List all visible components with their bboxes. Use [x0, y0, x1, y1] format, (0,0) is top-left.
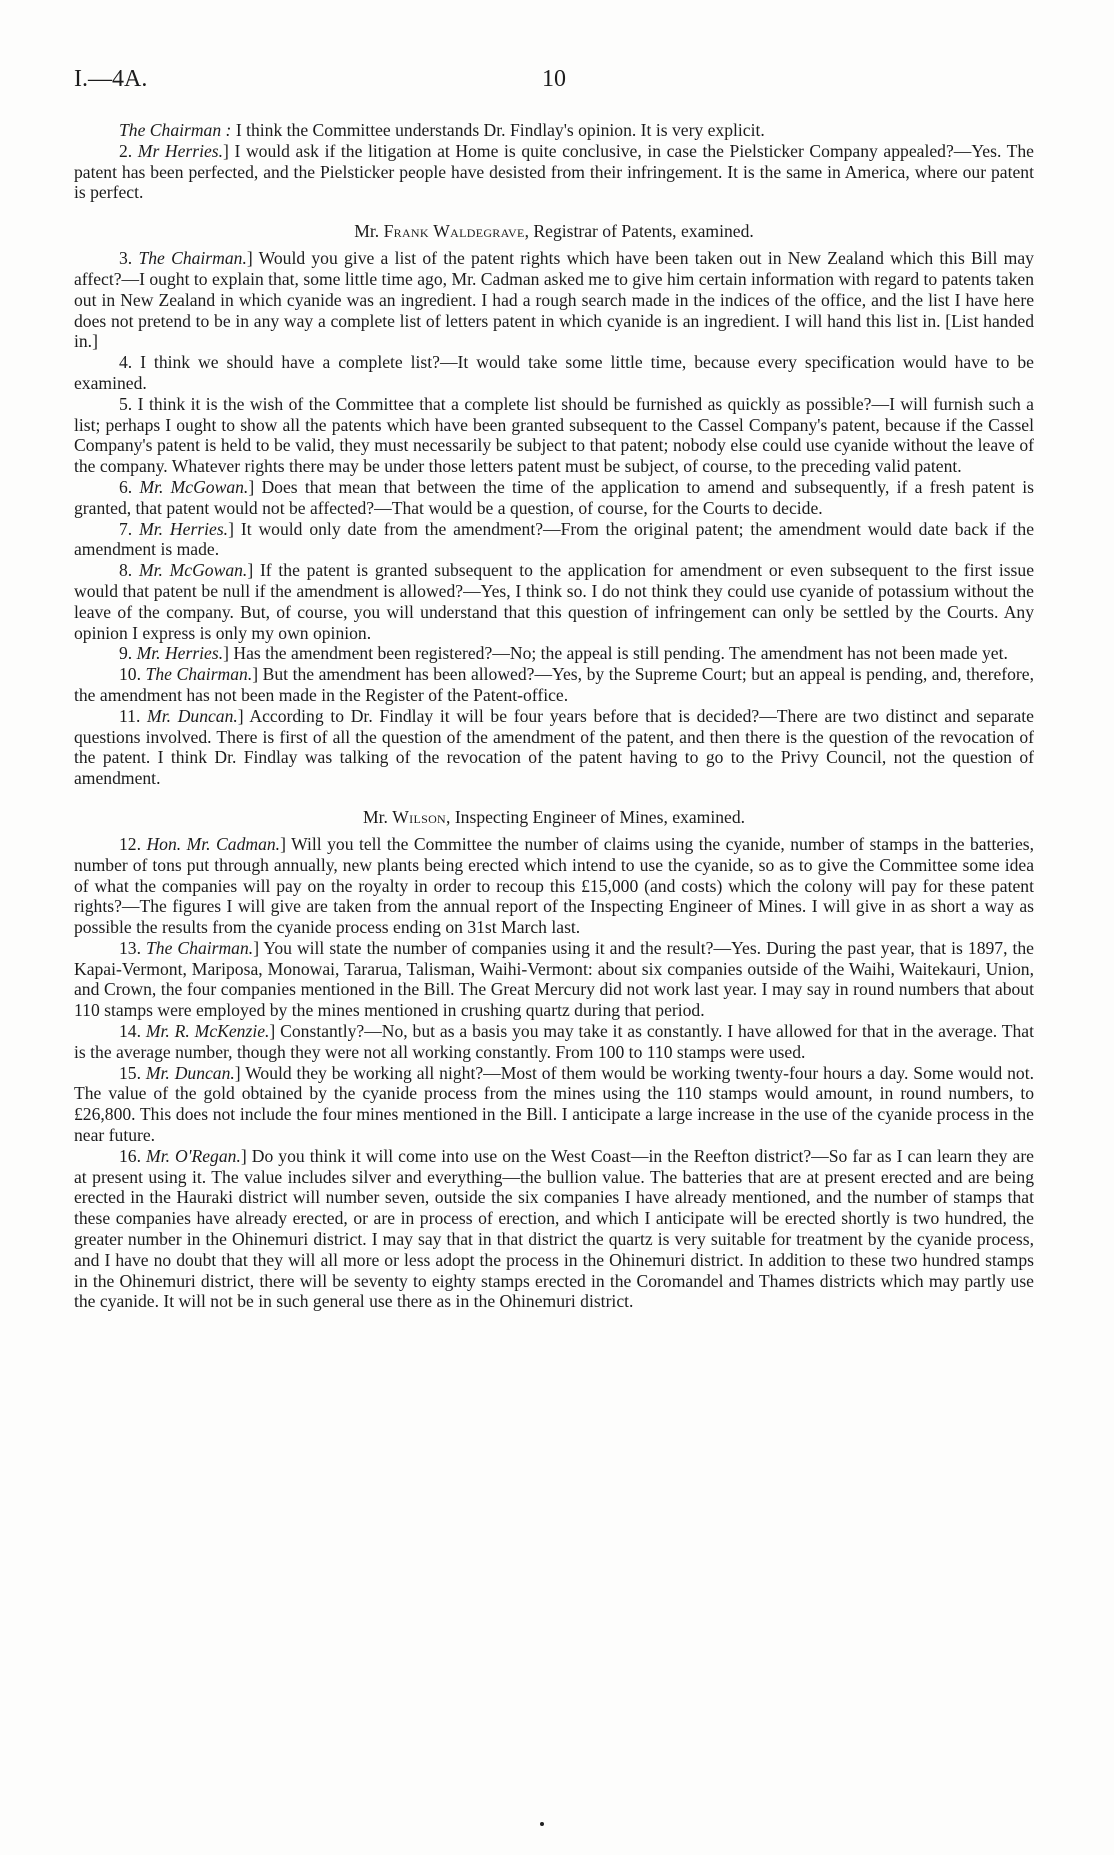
testimony-paragraph — [74, 248, 1034, 352]
witness-name: Frank Waldegrave — [383, 221, 525, 242]
footer-mark — [540, 1822, 544, 1826]
paragraph-text: I think the Committee understands Dr. Findlay's opinion. It is very explicit. — [231, 120, 765, 140]
paragraph-text: ] Would they be working all night?—Most of them would be working twenty-four hours a day. Some would not. The value of the gold obtained by the cyanide process from the mines using the 110 stamps would amount, in round numbers, to £26,800. This does not include the four mines mentioned in the Bill. I anticipate a large increase in the use of the cyanide process in the near future. — [74, 1062, 1034, 1146]
testimony-paragraph — [74, 938, 1034, 1021]
question-number: 12. — [119, 833, 141, 854]
paragraph-text: ] Constantly?—No, but as a basis you may take it as constantly. I have allowed for that in the average. That is the average number, though they were not all working constantly. From 100 to 110 stamps were used. — [74, 1021, 1034, 1062]
witness-name: Wilson — [392, 806, 447, 827]
question-number: 4. — [119, 352, 133, 373]
witness-heading — [74, 807, 1034, 828]
speaker-name: Hon. Mr. Cadman. — [146, 833, 281, 854]
witness-1-testimony — [74, 248, 1034, 789]
paragraph-text: ] Do you think it will come into use on the West Coast—in the Reefton district?—So far as I can learn they are at present using it. The value includes silver and everything—the bullion value. The batteries that are at present erected and are being erected in the Hauraki district will number seven, outside the six companies I have already mentioned, and the number of stamps that these companies have already erected, or are in process of erection, and which I anticipate will be erected shortly is two hundred, the greater number in the Ohinemuri district. I may say that in that district the quartz is very suitable for treatment by the cyanide process, and I have no doubt that they will all more or less adopt the process in the Ohinemuri district. In addition to these two hundred stamps in the Ohinemuri district, there will be seventy to eighty stamps erected in the Coromandel and Thames districts which may partly use the cyanide. It will not be in such general use there as in the Ohinemuri district. — [74, 1145, 1034, 1312]
witness-title: , Registrar of Patents, examined. — [524, 221, 754, 242]
testimony-paragraph — [74, 834, 1034, 938]
speaker-name: The Chairman. — [146, 937, 254, 958]
question-number: 5. — [119, 393, 133, 414]
paragraph-text: ] Has the amendment been registered?—No; the appeal is still pending. The amendment has not been made yet. — [223, 643, 1008, 664]
question-number: 16. — [119, 1145, 141, 1166]
witness-prefix: Mr. — [362, 806, 393, 827]
testimony-paragraph — [74, 120, 1034, 141]
speaker-name: Mr. Herries. — [136, 643, 224, 664]
witness-prefix: Mr. — [354, 221, 384, 242]
paragraph-text: ] Does that mean that between the time of the application to amend and subsequently, if a fresh patent is granted, that patent would not be affected?—That would be a question, of course, for the Courts to decide. — [74, 476, 1034, 518]
page-header — [74, 66, 1034, 100]
question-number: 3. — [119, 248, 133, 269]
testimony-paragraph — [74, 394, 1034, 477]
paragraph-text: I think we should have a complete list?—It would take some little time, because every specification would have to be examined. — [74, 352, 1034, 393]
testimony-paragraph — [74, 477, 1034, 519]
speaker-name: Mr. Duncan. — [147, 705, 238, 726]
testimony-paragraph — [74, 352, 1034, 394]
paragraph-text: ] I would ask if the litigation at Home is quite conclusive, in case the Pielsticker Company appealed?—Yes. The patent has been perfected, and the Pielsticker people have desisted from their infringement. It is the same in America, where our patent is perfect. — [74, 140, 1034, 203]
testimony-paragraph — [74, 560, 1034, 643]
speaker-name: The Chairman. — [145, 664, 253, 685]
question-number: 2. — [119, 140, 133, 161]
testimony-paragraph — [74, 1021, 1034, 1063]
testimony-paragraph — [74, 1063, 1034, 1146]
paragraph-text: ] You will state the number of companies using it and the result?—Yes. During the past year, that is 1897, the Kapai-Vermont, Mariposa, Monowai, Tararua, Talisman, Waihi-Vermont: about six companies outside of the Waihi, Waitekauri, Union, and Crown, the four companies mentioned in the Bill. The Great Mercury did not work last year. I may say in round numbers that about 110 stamps were employed by the mines mentioned in crushing quartz during that period. — [74, 937, 1034, 1021]
witness-2-testimony — [74, 834, 1034, 1312]
speaker-name: Mr. McGowan. — [139, 476, 249, 497]
paragraph-text: ] According to Dr. Findlay it will be four years before that is decided?—There are two distinct and separate questions involved. There is first of all the question of the amendment of the patent, and then there is the question of the revocation of the patent. I think Dr. Findlay was talking of the revocation of the patent having to go to the Privy Council, not the question of amendment. — [74, 705, 1034, 789]
testimony-paragraph — [74, 643, 1034, 664]
paper-reference: I.—4A. — [74, 66, 148, 92]
paragraph-text: ] Would you give a list of the patent rights which have been taken out in New Zealand which this Bill may affect?—I ought to explain that, some little time ago, Mr. Cadman asked me to give him certain information with regard to patents taken out in New Zealand in which cyanide was an ingredient. I had a rough search made in the indices of the office, and the list I have here does not pretend to be in any way a complete list of letters patent in which cyanide is an ingredient. I will hand this list in. [List handed in.] — [74, 248, 1034, 352]
question-number: 7. — [119, 518, 133, 539]
question-number: 15. — [119, 1062, 141, 1083]
question-number: 13. — [119, 937, 141, 958]
paragraph-text: ] If the patent is granted subsequent to the application for amendment or even subsequent to the first issue would that patent be null if the amendment is allowed?—Yes, I think so. I do not think they could use cyanide of potassium without the leave of the company. But, of course, you will understand that this question of infringement can only be settled by the Courts. Any opinion I express is only my own opinion. — [74, 560, 1035, 643]
question-number: 11. — [119, 705, 141, 726]
testimony-paragraph — [74, 141, 1034, 203]
question-number: 10. — [119, 664, 141, 685]
intro-paragraphs — [74, 120, 1034, 203]
testimony-paragraph — [74, 706, 1034, 789]
witness-heading — [74, 221, 1034, 242]
speaker-name: Mr. McGowan. — [138, 560, 248, 581]
testimony-paragraph — [74, 664, 1034, 706]
testimony-paragraph — [74, 519, 1034, 561]
speaker-name: Mr. O'Regan. — [146, 1145, 241, 1166]
witness-title: , Inspecting Engineer of Mines, examined. — [446, 806, 746, 827]
question-number: 6. — [119, 476, 133, 497]
paragraph-text: I think it is the wish of the Committee that a complete list should be furnished as quickly as possible?—I will furnish such a list; perhaps I ought to show all the patents which have been granted subsequent to the Cassel Company's patent, because if the Cassel Company's patent is held to be valid, they must necessarily be subject to that patent; nobody else could use cyanide without the leave of the company. Whatever rights there may be under those letters patent must be subject, of course, to the preceding valid patent. — [74, 393, 1034, 477]
speaker-name: Mr. Duncan. — [145, 1062, 235, 1083]
paragraph-text: ] Will you tell the Committee the number of claims using the cyanide, number of stamps in the batteries, number of tons put through annually, new plants being erected which intend to use the cyanide, so as to give the Committee some idea of what the companies will pay on the royalty in order to recoup this £15,000 (and costs) which the colony will pay for these patent rights?—The figures I will give are taken from the annual report of the Inspecting Engineer of Mines. I will give in as short a way as possible the results from the cyanide process ending on 31st March last. — [74, 833, 1034, 938]
paragraph-text: ] It would only date from the amendment?—From the original patent; the amendment would date back if the amendment is made. — [74, 518, 1035, 560]
speaker-name: The Chairman. — [138, 248, 247, 269]
speaker-name: Mr Herries. — [137, 140, 224, 161]
testimony-paragraph — [74, 1146, 1034, 1312]
question-number: 8. — [119, 560, 133, 581]
speaker-name: Mr. Herries. — [139, 518, 229, 539]
question-number: 14. — [119, 1021, 141, 1042]
page-number: 10 — [542, 66, 566, 92]
question-number: 9. — [119, 643, 133, 664]
speaker-name: Mr. R. McKenzie. — [145, 1021, 270, 1042]
paragraph-text: ] But the amendment has been allowed?—Yes, by the Supreme Court; but an appeal is pending, and, therefore, the amendment has not been made in the Register of the Patent-office. — [74, 664, 1034, 705]
speaker-name: The Chairman : — [119, 120, 232, 140]
document-body — [74, 120, 1034, 1312]
